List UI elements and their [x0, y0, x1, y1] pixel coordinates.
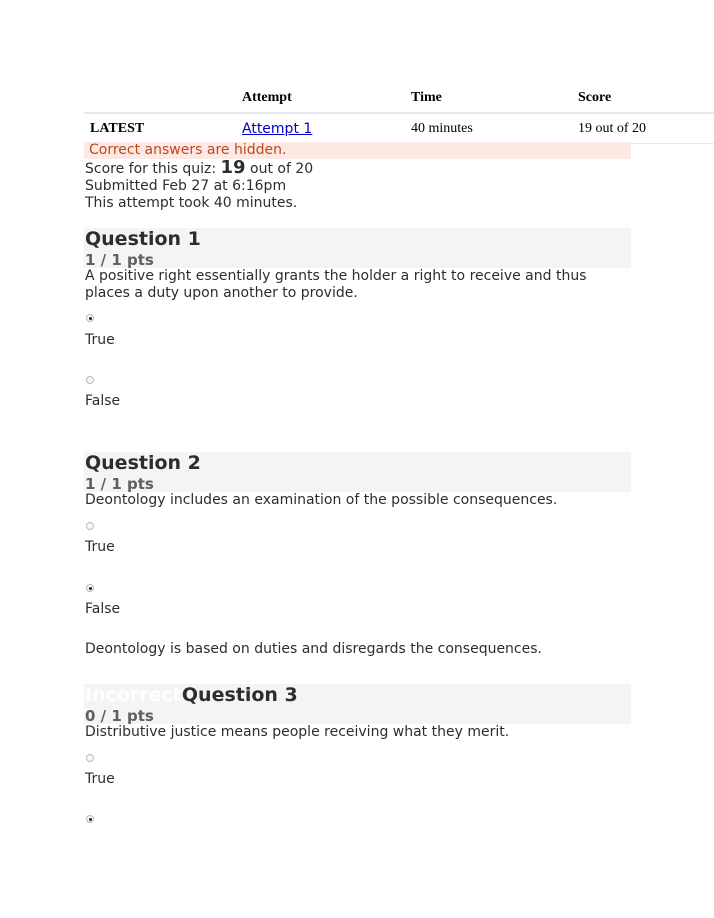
- question-title: [85, 684, 298, 706]
- answer-radio-true[interactable]: [86, 754, 94, 762]
- question-2-header: [84, 452, 631, 492]
- column-header-attempt: Attempt: [242, 90, 292, 105]
- quiz-summary: [85, 159, 313, 212]
- answer-label-false: False: [85, 393, 121, 409]
- question-number: Question 2: [85, 452, 201, 474]
- question-points: 0 / 1 pts: [85, 707, 154, 725]
- score-suffix: out of 20: [245, 161, 314, 177]
- answer-radio-true[interactable]: [86, 314, 94, 322]
- duration-line: This attempt took 40 minutes.: [85, 195, 298, 211]
- answer-radio-false[interactable]: [86, 376, 94, 384]
- column-header-score: Score: [578, 90, 612, 105]
- attempt-1-link[interactable]: Attempt 1: [242, 121, 313, 137]
- time-cell: 40 minutes: [411, 121, 473, 136]
- question-3-text: Distributive justice means people receiving what they merit.: [85, 724, 510, 740]
- column-header-time: Time: [411, 90, 442, 105]
- answer-radio-false[interactable]: [86, 815, 94, 823]
- answer-label-true: True: [85, 539, 115, 555]
- answer-radio-true[interactable]: [86, 522, 94, 530]
- question-title: [85, 452, 201, 474]
- table-row: [84, 114, 714, 144]
- answer-comment: Deontology is based on duties and disregards the consequences.: [85, 641, 542, 657]
- banner-text: Correct answers are hidden.: [89, 142, 287, 158]
- question-title: [85, 228, 201, 250]
- question-3-header: [84, 684, 631, 724]
- attempt-history-table: [84, 86, 714, 144]
- answer-label-true: True: [85, 332, 115, 348]
- latest-label: LATEST: [90, 121, 145, 136]
- answer-label-false: False: [85, 601, 121, 617]
- incorrect-flag: Incorrect: [85, 684, 182, 706]
- question-2-text: Deontology includes an examination of the possible consequences.: [85, 492, 558, 508]
- question-number: Question 3: [181, 684, 298, 706]
- question-points: 1 / 1 pts: [85, 475, 154, 493]
- question-1-text: A positive right essentially grants the holder a right to receive and thus places a duty upon another to provide.: [85, 268, 587, 301]
- score-cell: 19 out of 20: [578, 121, 647, 136]
- answer-label-true: True: [85, 771, 115, 787]
- quiz-score-line: [85, 159, 313, 178]
- question-number: Question 1: [85, 228, 201, 250]
- table-header-row: [84, 86, 714, 114]
- answers-hidden-banner: [84, 142, 631, 159]
- question-1-header: [84, 228, 631, 268]
- question-points: 1 / 1 pts: [85, 251, 154, 269]
- score-prefix: Score for this quiz:: [85, 161, 221, 177]
- score-value: 19: [220, 157, 246, 178]
- attempt-cell: [242, 121, 312, 138]
- answer-radio-false[interactable]: [86, 584, 94, 592]
- submitted-line: Submitted Feb 27 at 6:16pm: [85, 178, 287, 194]
